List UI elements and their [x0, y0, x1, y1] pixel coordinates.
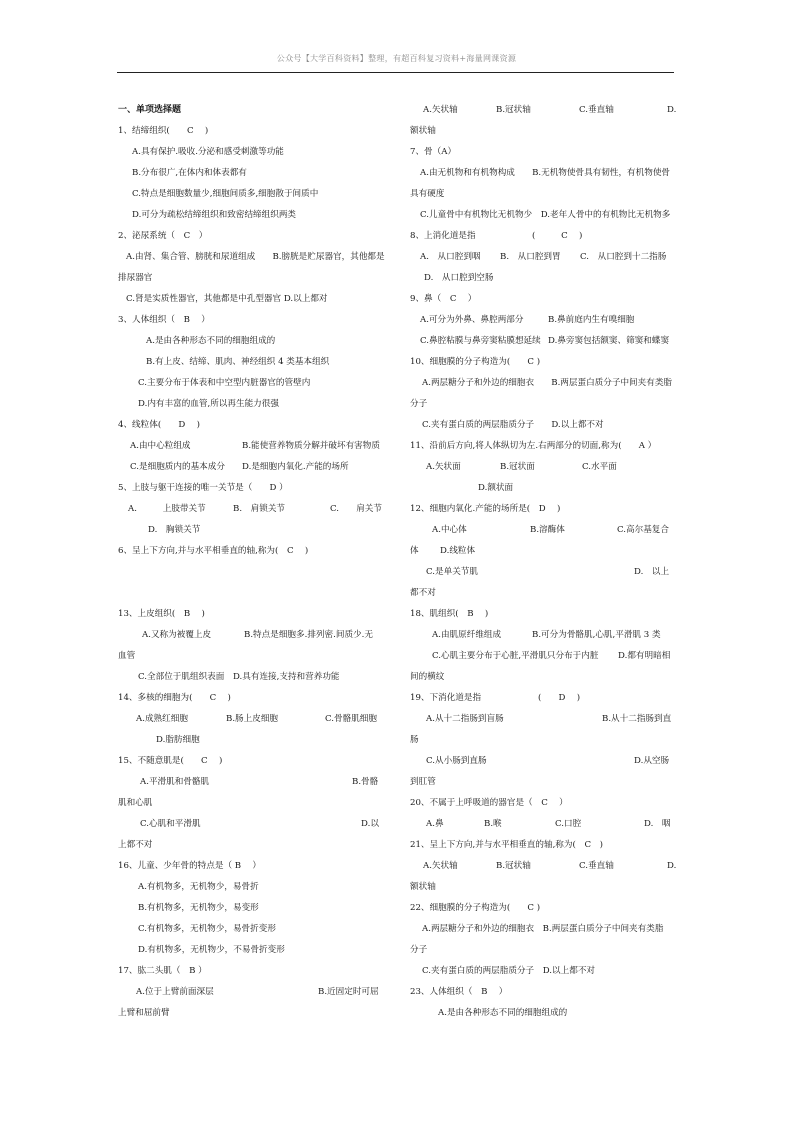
option: C.肾是实质性器官，其他都是中孔型器官 D.以上都对 [126, 294, 328, 304]
option: C. 从口腔到十二指肠 [580, 252, 667, 262]
option: B.近固定时可屈 [318, 987, 379, 997]
option: D.可分为疏松结缔组织和致密结缔组织两类 [132, 210, 297, 220]
option: A.由无机物和有机物构成 B.无机物使骨具有韧性，有机物使骨 [420, 168, 671, 178]
question-11: 11、沿前后方向,将人体纵切为左.右两部分的切面,称为( A ） [410, 441, 657, 451]
option: A.矢状轴 [423, 861, 458, 871]
option: B.有机物多，无机物少，易变形 [138, 903, 259, 913]
option: B.冠状轴 [496, 105, 531, 115]
option: B.特点是细胞多.排列密.间质少.无 [244, 630, 373, 640]
option: D.都有明暗相 [618, 651, 671, 661]
option: C.鼻腔粘膜与鼻旁窦粘膜想延续 [420, 336, 541, 346]
option-row [410, 541, 676, 562]
option: A.鼻 [426, 819, 444, 829]
option: C.垂直轴 [579, 861, 614, 871]
option-row [410, 310, 676, 331]
option: C.特点是细胞数量少,细胞间质多,细胞散于间质中 [132, 189, 319, 199]
option-row [410, 100, 676, 121]
question-19 [410, 688, 676, 709]
option-row [410, 856, 676, 877]
option: C.垂直轴 [579, 105, 614, 115]
question-14: 14、多核的细胞为( C ) [118, 693, 231, 703]
option: C.全部位于肌组织表面 D.具有连接,支持和营养功能 [138, 672, 340, 682]
option-row [410, 562, 676, 583]
option: C.水平面 [582, 462, 617, 472]
option: C.主要分布于体表和中空型内脏器官的管壁内 [138, 378, 311, 388]
option: A.由肌原纤维组成 [432, 630, 502, 640]
option: D.是细胞内氧化.产能的场所 [242, 462, 349, 472]
option-continuation: 额状轴 [410, 882, 436, 892]
question-17: 17、肱二头肌（ B ） [118, 966, 207, 976]
option: B.冠状轴 [496, 861, 531, 871]
option-row [118, 709, 388, 730]
option: B.从十二指肠到直 [602, 714, 672, 724]
option-continuation: 体 [410, 546, 419, 556]
option-continuation: 都不对 [410, 588, 436, 598]
option: A.成熟红细胞 [136, 714, 188, 724]
option-continuation: 具有硬度 [410, 189, 445, 199]
option: A.两层糖分子和外边的细胞衣 B.两层蛋白质分子中间夹有类脂 [422, 924, 664, 934]
option: A.平滑肌和骨骼肌 [140, 777, 210, 787]
option: A.具有保护.吸收.分泌和感受刺激等功能 [132, 147, 284, 157]
option: D. 以上 [634, 567, 670, 577]
question-9: 9、鼻（ C ） [410, 294, 477, 304]
option: A. 上肢带关节 [128, 504, 206, 514]
option-continuation: 分子 [410, 945, 428, 955]
option: C.心肌主要分布于心脏,平滑肌只分布于内脏 [432, 651, 599, 661]
option: D.以 [361, 819, 379, 829]
option: D.鼻旁窦包括额窦、筛窦和蝶窦 [548, 336, 670, 346]
option: A.从十二指肠到盲肠 [426, 714, 504, 724]
option-row [118, 772, 388, 793]
option-continuation: 间的横纹 [410, 672, 445, 682]
option-row [118, 814, 388, 835]
option: C.骨骼肌细胞 [325, 714, 377, 724]
option: B.溶酶体 [530, 525, 565, 535]
answer: ( C ) [532, 231, 583, 241]
option: B.骨骼 [352, 777, 379, 787]
option-row [410, 709, 676, 730]
option: C.儿童骨中有机物比无机物少 D.老年人骨中的有机物比无机物多 [420, 210, 671, 220]
question-12: 12、细胞内氧化.产能的场所是( D ) [410, 504, 561, 514]
option-continuation: 到肛管 [410, 777, 436, 787]
question-10: 10、细胞膜的分子构造为( C ) [410, 357, 541, 367]
option-row [410, 751, 676, 772]
option-row [118, 625, 388, 646]
option-row [410, 646, 676, 667]
option: A.由中心粒组成 [130, 441, 191, 451]
option: C.是细胞质内的基本成分 [130, 462, 225, 472]
option: C.有机物多，无机物少，易骨折变形 [138, 924, 276, 934]
option: D. [667, 105, 677, 115]
option: A.是由各种形态不同的细胞组成的 [146, 336, 276, 346]
option: B. 从口腔到胃 [500, 252, 561, 262]
option: A.是由各种形态不同的细胞组成的 [438, 1008, 568, 1018]
option: D.线粒体 [440, 546, 476, 556]
option-continuation: 分子 [410, 399, 428, 409]
option: A.可分为外鼻、鼻腔两部分 [420, 315, 524, 325]
right-column [410, 100, 676, 1024]
option: D. 咽 [644, 819, 671, 829]
option-row [410, 814, 676, 835]
option: A.矢状轴 [423, 105, 458, 115]
blank-gap [118, 562, 388, 604]
option-continuation: 肌和心肌 [118, 798, 153, 808]
question-23: 23、人体组织（ B ） [410, 987, 508, 997]
option: B.分布很广,在体内和体表都有 [132, 168, 247, 178]
option: A.有机物多，无机物少，易骨折 [138, 882, 259, 892]
option: A.位于上臂前面深层 [136, 987, 214, 997]
option: B. 肩锁关节 [233, 504, 286, 514]
header-rule [117, 72, 674, 73]
question-3: 3、人体组织（ B ） [118, 315, 210, 325]
option: C.夹有蛋白质的两层脂质分子 D.以上都不对 [422, 966, 596, 976]
option: B.喉 [484, 819, 502, 829]
question-4: 4、线粒体( D ) [118, 420, 200, 430]
option: D. 从口腔到空肠 [424, 273, 494, 283]
section-title: 一、单项选择题 [118, 105, 182, 115]
question-stem: 19、下消化道是指 [410, 693, 482, 703]
option: D. 胸锁关节 [148, 525, 201, 535]
option: A.又称为被覆上皮 [142, 630, 212, 640]
question-7: 7、骨（A） [410, 147, 457, 157]
option-row [410, 457, 676, 478]
option: D.从空肠 [634, 756, 670, 766]
question-21: 21、呈上下方向,并与水平相垂直的轴,称为( C ) [410, 840, 603, 850]
option: A.矢状面 [426, 462, 461, 472]
question-20: 20、不属于上呼吸道的器官是（ C ） [410, 798, 568, 808]
option-row [410, 331, 676, 352]
option-row [118, 499, 388, 520]
option: C.口腔 [555, 819, 582, 829]
option-row [410, 247, 676, 268]
option: B.鼻前庭内生有嗅细胞 [548, 315, 635, 325]
option-continuation: 血管 [118, 651, 136, 661]
option: C.心肌和平滑肌 [140, 819, 201, 829]
question-stem: 8、上消化道是指 [410, 231, 476, 241]
question-5: 5、上肢与躯干连接的唯一关节是（ D ） [118, 483, 288, 493]
option: B.能使营养物质分解并破坏有害物质 [242, 441, 380, 451]
option: A.中心体 [432, 525, 467, 535]
question-16: 16、儿童、少年骨的特点是（ B ） [118, 861, 262, 871]
option: D.脂肪细胞 [156, 735, 200, 745]
option-row [118, 982, 388, 1003]
question-2: 2、泌尿系统（ C ） [118, 231, 208, 241]
left-column [118, 100, 388, 1024]
question-8 [410, 226, 676, 247]
page-header: 公众号【大学百科资料】整理，有超百科复习资料+海量网课资源 [276, 54, 517, 63]
option: D.额状面 [478, 483, 514, 493]
option: D.内有丰富的血管,所以再生能力很强 [138, 399, 279, 409]
option-continuation: 排尿器官 [118, 273, 153, 283]
option-row [118, 436, 388, 457]
option-row [410, 625, 676, 646]
option: D.有机物多，无机物少，不易骨折变形 [138, 945, 285, 955]
option: B.有上皮、结缔、肌肉、神经组织 4 类基本组织 [146, 357, 330, 367]
option: B.肠上皮细胞 [226, 714, 279, 724]
question-18: 18、肌组织( B ) [410, 609, 489, 619]
question-22: 22、细胞膜的分子构造为( C ) [410, 903, 541, 913]
question-6: 6、呈上下方向,并与水平相垂直的轴,称为( C ) [118, 546, 309, 556]
option: B.冠状面 [500, 462, 535, 472]
option: B.可分为骨骼肌,心肌,平滑肌 3 类 [532, 630, 661, 640]
question-1: 1、结缔组织( C ) [118, 126, 209, 136]
answer: ( D ) [538, 693, 581, 703]
option-row [410, 520, 676, 541]
option-continuation: 额状轴 [410, 126, 436, 136]
option: D. [667, 861, 677, 871]
option: A.由肾、集合管、膀胱和尿道组成 B.膀胱是贮尿器官，其他都是 [126, 252, 385, 262]
question-15: 15、不随意肌是( C ) [118, 756, 223, 766]
option: C.夹有蛋白质的两层脂质分子 D.以上都不对 [422, 420, 604, 430]
option: C.高尔基复合 [617, 525, 669, 535]
option-continuation: 上臂和屈前臂 [118, 1008, 170, 1018]
option: A.两层糖分子和外边的细胞衣 B.两层蛋白质分子中间夹有类脂 [422, 378, 673, 388]
option: A. 从口腔到咽 [420, 252, 481, 262]
option-continuation: 上都不对 [118, 840, 153, 850]
option: C. 肩关节 [330, 504, 382, 514]
option: C.是单关节肌 [426, 567, 478, 577]
option: C.从小肠到直肠 [426, 756, 487, 766]
option-row [118, 457, 388, 478]
option-continuation: 肠 [410, 735, 419, 745]
question-13: 13、上皮组织( B ) [118, 609, 205, 619]
